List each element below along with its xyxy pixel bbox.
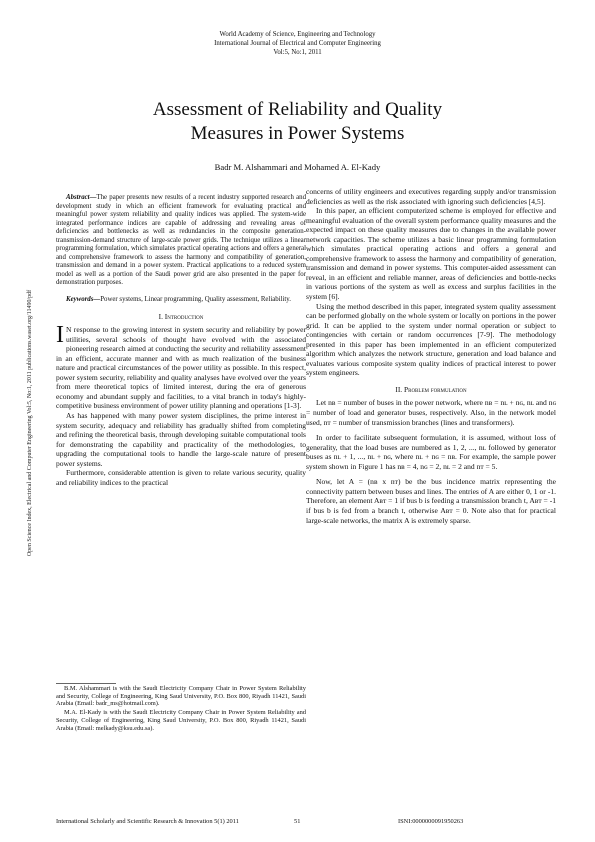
- section-heading-introduction: I. Introduction: [158, 311, 204, 321]
- header-line-2: International Journal of Electrical and Computer Engineering: [214, 40, 381, 47]
- side-note: Open Science Index, Electrical and Computer Engineering Vol:5, No:1, 2011 publications.waset.org/11490/pdf: [27, 289, 33, 557]
- title-line-2: Measures in Power Systems: [190, 123, 405, 144]
- keywords-text: Power systems, Linear programming, Quality assessment, Reliability.: [100, 296, 291, 304]
- title-line-1: Assessment of Reliability and Quality: [152, 99, 443, 120]
- right-paragraph-6: Now, let A = (nʙ x nᴛ) be the bus incidence matrix representing the connectivity pattern between buses and lines. The entries of A are either 0, 1 or -1. Therefore, an element Aʙᴛ = 1 if bus b is feeding a transmission branch t, Aʙᴛ = -1 if bus b is fed from a branch t, otherwise Aʙᴛ = 0. Note also that for practical large-scale networks, the matrix A is extremely sparse.: [306, 477, 556, 525]
- intro-paragraph-3: Furthermore, considerable attention is given to relate various security, quality and reliability indices to the practical: [56, 468, 306, 487]
- drop-cap: I: [56, 322, 64, 349]
- intro-paragraph-2: As has happened with many power system disciplines, the prime interest in system security, adequacy and reliability has gradually shifted from completing and refining the theoretical basis, through developing suitable computational tools for demonstrating the capability and practicality of the methodologies, to upgrading the computational tools to handle the large-scale nature of present power systems.: [56, 411, 306, 468]
- intro-paragraph-1: I N response to the growing interest in system security and reliability by power utilities, several schools of thought have evolved with the associated pioneering research aimed at conducting the security and reliability assessment in an efficient, accurate manner and with as much realization of the business nature and practical circumstances of the power utility as possible. In this respect, power system security, reliability and quality analyses have evolved over the years from mere theoretical topics of limited interest, during the era of generous economy and abundant supply and facilities, to a vital branch in today's highly-competitive business environment of power utility planning and operations [1-3].: [56, 322, 306, 411]
- abstract-label: Abstract: [66, 194, 90, 201]
- right-paragraph-4: Let nʙ = number of buses in the power network, where nʙ = nʟ + nɢ, nʟ and nɢ = number of load and generator buses, respectively. Also, in the network model used, nᴛ = number of transmission branches (lines and transformers).: [306, 398, 556, 427]
- footnote-1: B.M. Alshammari is with the Saudi Electricity Company Chair in Power System Reliability and Security, College of Engineering, King Saud University, P.O. Box 800, Riyadh 11421, Saudi Arabia (Email: badr_ms@hotmail.com).: [56, 685, 306, 708]
- right-paragraph-3: Using the method described in this paper, integrated system quality assessment can be performed globally on the whole system or locally on portions in the power grid. It can be applied to the system under normal operation or subject to contingencies with certain or random occurrences [7-9]. The methodology presented in this paper has been implemented in an efficient computerized algorithm which analyzes the network structure, generation and load balance and evaluates various composite system quality indices of practical interest to power system engineers.: [306, 301, 556, 378]
- header-line-1: World Academy of Science, Engineering and Technology: [219, 31, 376, 38]
- abstract: Abstract—The paper presents new results of a recent industry supported research and development study in which an efficient framework for evaluating practical and meaningful power system reliability and quality indices was applied. The system-wide integrated performance indices are capable of addressing and revealing areas of deficiencies and bottlenecks as well as redundancies in the composite generation-transmission-demand structure of large-scale power grids. The technique utilizes a linear programming formulation, which simulates practical operating actions and offers a general and comprehensive framework to assess the harmony and compatibility of generation, transmission and demand in a power system. Practical applications to a reduced system model as well as a portion of the Saudi power grid are also presented in the paper for demonstration purposes.: [56, 194, 306, 287]
- section-heading-problem-formulation: II. Problem formulation: [395, 384, 467, 394]
- journal-header: [0, 30, 595, 57]
- authors: Badr M. Alshammari and Mohamed A. El-Kady: [214, 162, 381, 172]
- keywords-label: Keywords: [66, 296, 94, 304]
- abstract-text: The paper presents new results of a recent industry supported research and development study in which an efficient framework for evaluating practical and meaningful power system reliability and quality indices was applied. The system-wide integrated performance indices are capable of addressing and revealing areas of deficiencies and bottlenecks as well as redundancies in the composite generation-transmission-demand structure of large-scale power grids. The technique utilizes a linear programming formulation, which simulates practical operating actions and offers a general and comprehensive framework to assess the harmony and compatibility of generation, transmission and demand in a power system. Practical applications to a reduced system model as well as a portion of the Saudi power grid are also presented in the paper for demonstration purposes.: [56, 194, 306, 287]
- page-number: 51: [294, 818, 301, 825]
- paper-title: [60, 98, 535, 146]
- right-paragraph-1: concerns of utility engineers and executives regarding supply and/or transmission deficiencies as well as the risk associated with ignoring such deficiencies [4,5].: [306, 187, 556, 206]
- right-paragraph-5: In order to facilitate subsequent formulation, it is assumed, without loss of generality, that the load buses are numbered as 1, 2, ..., nʟ followed by generator buses as nʟ + 1, ..., nʟ + nɢ, where nʟ + nɢ = nʙ. For example, the sample power system shown in Figure 1 has nʙ = 4, nɢ = 2, nʟ = 2 and nᴛ = 5.: [306, 433, 556, 471]
- header-line-3: Vol:5, No:1, 2011: [273, 49, 322, 56]
- footnote-rule: [56, 683, 116, 684]
- footnote-2: M.A. El-Kady is with the Saudi Electricity Company Chair in Power System Reliability and Security, College of Engineering, King Saud University, P.O. Box 800, Riyadh 11421, Saudi Arabia (Email: melkady@ksu.edu.sa).: [56, 709, 306, 732]
- right-column: [306, 187, 556, 525]
- footer-journal: International Scholarly and Scientific Research & Innovation 5(1) 2011: [56, 818, 239, 825]
- keywords: Keywords—Power systems, Linear programming, Quality assessment, Reliability.: [66, 296, 291, 304]
- right-paragraph-2: In this paper, an efficient computerized scheme is employed for effective and meaningful evaluation of the overall system performance quality measures and the expected impact on these quality measures due to changes in the available power network capacities. The scheme utilizes a basic linear programming formulation which simulates practical operating actions and offers a general and comprehensive framework to assess the harmony and compatibility of generation, transmission and demand in power systems. This computer-aided assessment can reveal, in an efficient and reliable manner, areas of deficiencies and bottle-necks in various portions of the system as well as excess and surplus facilities in the system [6].: [306, 206, 556, 302]
- footer-issn: ISNI:0000000091950263: [398, 818, 464, 825]
- left-column: [56, 194, 306, 487]
- footnotes: [56, 685, 306, 733]
